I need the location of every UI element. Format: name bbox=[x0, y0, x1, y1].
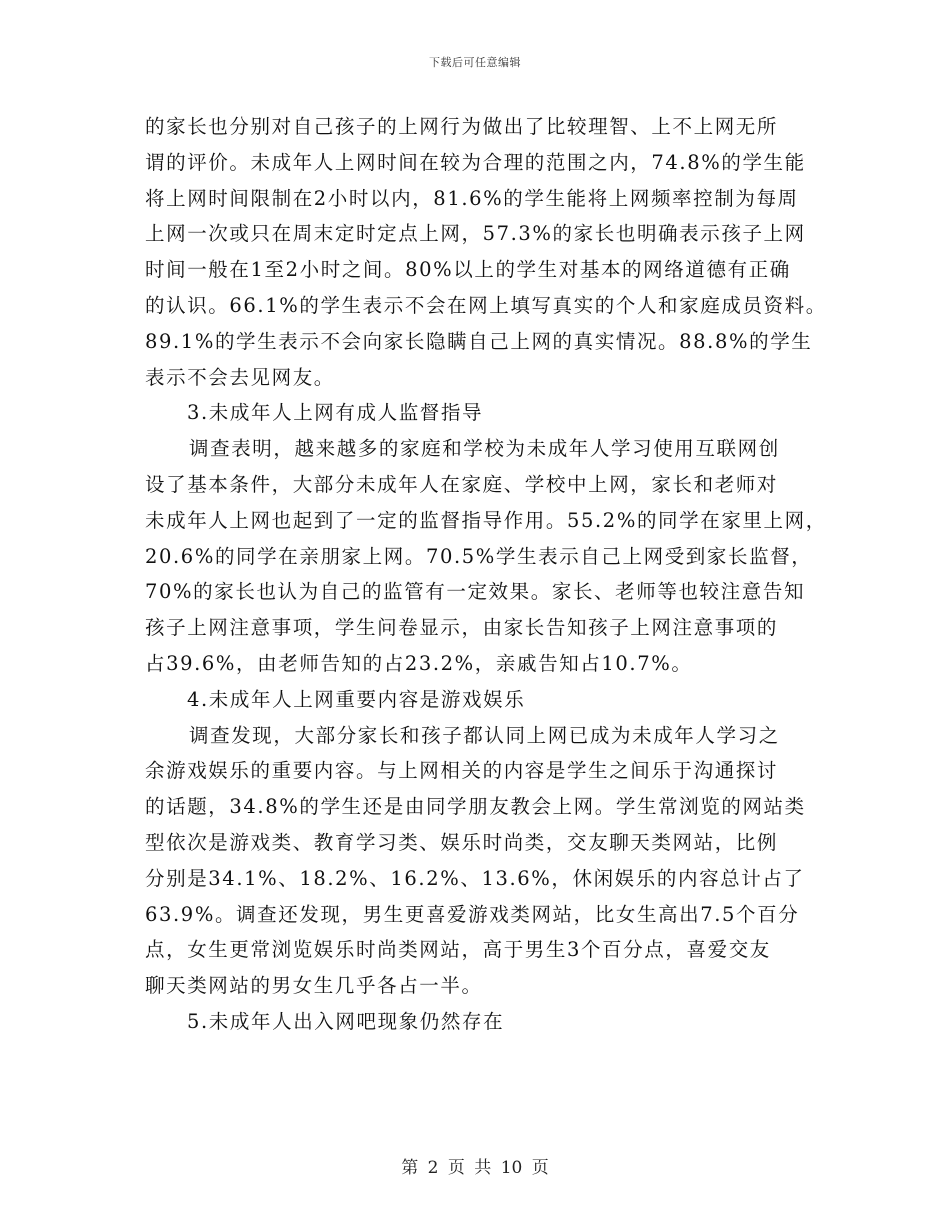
paragraph-line: 调查发现，大部分家长和孩子都认同上网已成为未成年人学习之 bbox=[189, 723, 780, 747]
paragraph-line: 聊天类网站的男女生几乎各占一半。 bbox=[145, 974, 483, 998]
paragraph-line: 上网一次或只在周末定时定点上网，57.3%的家长也明确表示孩子上网 bbox=[145, 222, 806, 246]
paragraph-line: 余游戏娱乐的重要内容。与上网相关的内容是学生之间乐于沟通探讨 bbox=[145, 759, 779, 783]
page-number-footer: 第 2 页 共 10 页 bbox=[401, 1158, 549, 1178]
paragraph-line: 孩子上网注意事项，学生问卷显示，由家长告知孩子上网注意事项的 bbox=[145, 616, 779, 640]
paragraph-line: 时间一般在1至2小时之间。80%以上的学生对基本的网络道德有正确 bbox=[145, 258, 791, 282]
paragraph-line: 表示不会去见网友。 bbox=[145, 365, 335, 389]
paragraph-line: 89.1%的学生表示不会向家长隐瞒自己上网的真实情况。88.8%的学生 bbox=[145, 329, 813, 353]
paragraph-line: 的话题，34.8%的学生还是由同学朋友教会上网。学生常浏览的网站类 bbox=[145, 795, 806, 819]
paragraph-line: 点，女生更常浏览娱乐时尚类网站，高于男生3个百分点，喜爱交友 bbox=[145, 938, 771, 962]
paragraph-line: 的认识。66.1%的学生表示不会在网上填写真实的个人和家庭成员资料。 bbox=[145, 293, 827, 317]
paragraph-line: 设了基本条件，大部分未成年人在家庭、学校中上网，家长和老师对 bbox=[145, 472, 779, 496]
paragraph-line: 70%的家长也认为自己的监管有一定效果。家长、老师等也较注意告知 bbox=[145, 580, 806, 604]
paragraph-line: 将上网时间限制在2小时以内，81.6%的学生能将上网频率控制为每周 bbox=[145, 186, 799, 210]
paragraph-line: 63.9%。调查还发现，男生更喜爱游戏类网站，比女生高出7.5个百分 bbox=[145, 902, 800, 926]
section-heading: 4.未成年人上网重要内容是游戏娱乐 bbox=[187, 687, 526, 711]
paragraph-line: 占39.6%，由老师告知的占23.2%，亲戚告知占10.7%。 bbox=[145, 651, 693, 675]
section-heading: 5.未成年人出入网吧现象仍然存在 bbox=[187, 1009, 505, 1033]
paragraph-line: 谓的评价。未成年人上网时间在较为合理的范围之内，74.8%的学生能 bbox=[145, 150, 806, 174]
page-header: 下载后可任意编辑 bbox=[429, 56, 521, 69]
paragraph-line: 的家长也分别对自己孩子的上网行为做出了比较理智、上不上网无所 bbox=[145, 115, 779, 138]
paragraph-line: 分别是34.1%、18.2%、16.2%、13.6%，休闲娱乐的内容总计占了 bbox=[145, 866, 805, 890]
paragraph-line: 型依次是游戏类、教育学习类、娱乐时尚类，交友聊天类网站，比例 bbox=[145, 830, 779, 854]
paragraph-line: 20.6%的同学在亲朋家上网。70.5%学生表示自己上网受到家长监督， bbox=[145, 544, 813, 568]
paragraph-line: 调查表明，越来越多的家庭和学校为未成年人学习使用互联网创 bbox=[189, 437, 780, 461]
paragraph-line: 未成年人上网也起到了一定的监督指导作用。55.2%的同学在家里上网， bbox=[145, 508, 827, 532]
section-heading: 3.未成年人上网有成人监督指导 bbox=[187, 401, 484, 425]
document-body bbox=[145, 109, 827, 1040]
